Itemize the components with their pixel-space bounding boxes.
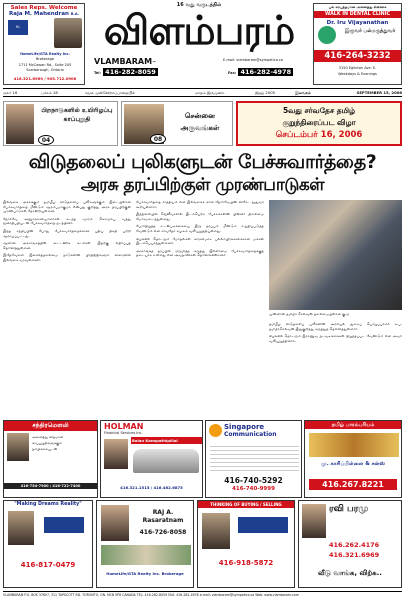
- realty-company: HomeLife/GTA Realty Inc.: [20, 52, 70, 56]
- info-cell-issue: இதழ் 2005: [255, 89, 276, 95]
- ad-ravi-phone-1: 416.262.4176: [329, 541, 380, 549]
- teaser-film-festival[interactable]: [236, 101, 402, 146]
- ad-holman-sub: Financial Services Inc.: [104, 431, 143, 435]
- ad-kasipillai[interactable]: [304, 420, 402, 498]
- info-bar: [3, 88, 402, 97]
- ad-raj-name: RAJ A. Rasaratnam: [142, 509, 184, 524]
- article-photo: [269, 200, 402, 310]
- article-column-1: [3, 200, 131, 415]
- dental-hours: Weekdays & Evenings: [338, 72, 377, 76]
- ad-singapore-phone: 416-740-5292: [224, 476, 283, 485]
- ad-making-dreams[interactable]: [3, 500, 93, 588]
- ad-insurance[interactable]: [3, 420, 98, 498]
- teaser-chennai-page: 08: [150, 134, 166, 144]
- info-date: SEPTEMBER 15, 2006: [356, 90, 402, 95]
- info-cell-page: பக்கம் 18: [41, 89, 58, 95]
- headline-line-1: விடுதலைப் புலிகளுடன் பேச்சுவார்த்தை?: [28, 151, 377, 173]
- sales-reps-heading: Sales Reps. Welcome: [10, 5, 78, 11]
- ad-kasipillai-phone: 416.267.8221: [309, 479, 397, 490]
- teaser-insurance-page: 04: [38, 135, 54, 145]
- page-footer: VLAMBARAM P.O. BOX 37607, 311 TAPSCOTT RD. TORONTO, ON. M1B 5P8 CANADA TEL: 416-282-8059 FAX: 416-282-4978 e-mail: vlambaram@sympatico.ca Web: www.vlambaram.com: [3, 591, 402, 598]
- right-dental-ad[interactable]: [313, 3, 402, 85]
- ad-insurance-line: அனைத்து விதமான: [32, 435, 64, 439]
- article-paragraph: இந்த சந்திப்பின் போது பேச்சுவார்த்தைக்கான புதிய திகதி பற்றி ஆராயப்பட்டது.: [3, 228, 131, 238]
- article-paragraph: கிழக்கில் தொடரும் இராணுவ நடவடிக்கைகள் நிறுத்தப்பட வேண்டும் என அவர் வலியுறுத்தினார்.: [269, 334, 402, 343]
- teaser-chennai[interactable]: [121, 101, 233, 146]
- teaser-insurance-photo: [6, 104, 34, 144]
- left-realty-ad[interactable]: [3, 3, 85, 85]
- dental-address: 3150 Eglinton Ave. E.: [338, 66, 377, 70]
- article-paragraph: அரசாங்கத் தரப்பில் ஒருமித்த கருத்து இல்லாமை பேச்சுவார்த்தைக்குத் தடையாக உள்ளது என அவதானிகள் தெரிவிக்கின்றனர்.: [136, 248, 264, 258]
- masthead-latin: VLAMBARAM™: [94, 57, 157, 66]
- ad-singapore-mobile: 416-740-9999: [232, 486, 275, 492]
- ad-holman[interactable]: [100, 420, 203, 498]
- dental-clinic-name: WALK IN DENTAL CLINIC: [314, 11, 401, 18]
- dental-phone: 416-264-3232: [314, 50, 401, 62]
- festival-line-1: 5வது சர்வதேச தமிழ்: [282, 106, 356, 115]
- masthead-phone-right: Fax: 416-282-4978: [228, 68, 292, 76]
- festival-line-2: குறுந்திரைப்பட விழா: [282, 118, 356, 127]
- ad-dreams-logo: [44, 517, 84, 533]
- issue-tag: 16 வது வருடத்தில்: [176, 2, 222, 8]
- masthead-title: விளம்பரம்: [103, 8, 295, 54]
- ad-ravi-paramu[interactable]: [298, 500, 402, 588]
- article-paragraph: இதேவேளை இணைத்தலைமை நாடுகளின் பிரதிநிதிகளும் விரைவில் இலங்கை வரவுள்ளனர்.: [3, 253, 131, 262]
- info-cell-free: இலவசம்: [295, 89, 311, 95]
- ad-ravi-phone-2: 416.321.6969: [329, 551, 380, 559]
- ad-buying-phone: 416-918-5872: [218, 559, 274, 567]
- article-paragraph: பேச்சுவார்த்தை சாத்தியம் என இலங்கைக் கான நோர்வேயின் விசேட தூதுவர் கூறியுள்ளார்.: [136, 200, 264, 209]
- dental-tamil-name: இருவர் பல்மருத்துவர்: [344, 28, 396, 34]
- ad-holman-agent: Balan Kanapathipillai: [131, 437, 202, 444]
- info-cell-slogan: சமூக முன்னேற்றப்பாதையில்: [85, 89, 136, 95]
- masthead: [88, 2, 310, 86]
- article-column-3: [269, 322, 402, 415]
- realty-address-2: Scarborough, Ontario: [26, 68, 64, 72]
- ad-raj-phone: 416-726-8058: [139, 529, 187, 536]
- masthead-email[interactable]: E-mail: vlambaram@sympatico.ca: [223, 58, 283, 62]
- realty-tagline: Brokerage: [36, 57, 54, 61]
- realtor-photo: [54, 18, 82, 48]
- dental-top-text: பல் சம்பந்தமான அனைத்து சிகிச்சை: [328, 5, 387, 9]
- article-paragraph: இலங்கை அரசுக்கும் தமிழீழ விடுதலைப் புலிகளுக்கும் இடையிலான பேச்சுவார்த்தை மீண்டும் ஆரம்பமாகுமா என்பது குறித்து அரசு தரப்பிற்குள் முரண்பாடுகள் தோன்றியுள்ளன.: [3, 200, 131, 214]
- ad-raj-photo: [101, 505, 129, 541]
- ad-insurance-photo: [7, 433, 29, 461]
- teaser-insurance[interactable]: [3, 101, 118, 146]
- teaser-chennai-text: சென்னை அருவங்கள்: [180, 111, 220, 132]
- ad-raj-rasaratnam[interactable]: [96, 500, 194, 588]
- info-cell-volume: மலர் 16: [3, 89, 18, 95]
- realtor-name: Raja M. Mahendran B.A.: [9, 11, 79, 17]
- ad-raj-homes: [101, 545, 191, 565]
- article-column-2: [136, 200, 264, 415]
- realtor-logo: HL: [8, 20, 28, 35]
- festival-line-3: செப்டம்பர் 16, 2006: [275, 130, 363, 140]
- realty-address-1: 1711 McCowan Rd., Suite 205: [18, 63, 72, 67]
- ad-buying-logo: [238, 517, 288, 533]
- ad-kasipillai-title: தமிழ் பாரம்பரியம்: [305, 421, 401, 429]
- ad-dreams-title: "Making Dreams Reality": [14, 502, 82, 507]
- info-cell-frequency: மாதம் இருமுறை: [195, 89, 225, 95]
- ad-singapore-sub: Communication: [224, 431, 277, 438]
- dental-logo: [318, 26, 336, 44]
- ad-buying-photo: [202, 513, 230, 549]
- ad-insurance-line: காப்புறுதிகளுக்கும்: [32, 441, 62, 445]
- dental-doctor: Dr. Iru Vijayanathan: [326, 20, 389, 26]
- ad-dreams-photo: [8, 511, 34, 545]
- ad-insurance-title: சந்திரமௌலி: [4, 421, 97, 431]
- ad-singapore-title: Singapore: [224, 423, 265, 431]
- ad-ravi-photo: [302, 504, 326, 538]
- ad-holman-title: HOLMAN: [104, 422, 144, 431]
- ad-buying-selling[interactable]: [197, 500, 295, 588]
- ad-holman-phones: 416.321.1515 / 416.462.6875: [120, 485, 183, 490]
- ad-holman-photo: [104, 439, 128, 469]
- ad-singapore[interactable]: [205, 420, 302, 498]
- ad-kasipillai-shop: மு. காசிப்பிள்ளை & சன்ஸ்: [320, 461, 386, 467]
- masthead-phone-left: Tel: 416-282-8059: [94, 68, 156, 76]
- ad-insurance-phone: 416-754-7900 / 416-722-7400: [4, 483, 97, 489]
- article-photo-caption: முன்னாள் தமிழ்ச் செல்வன் தலைமையிலான குழு: [269, 312, 350, 316]
- ad-dreams-phone: 416-817-0479: [20, 561, 76, 569]
- article-paragraph: இந்நிலையில் ஜெனீவாவில் இடம்பெற்ற பேச்சுக்களின் பின்னர் நிலைமை மோசமடைந்துள்ளது.: [136, 212, 264, 221]
- ad-ravi-sub: வீடு வாங்க, விற்க..: [318, 569, 382, 577]
- ad-singapore-logo: [209, 424, 222, 437]
- ad-ravi-title: ரவி பரமு: [329, 504, 369, 514]
- article-paragraph: நோர்வே அனுசரணையாளர்கள் கடந்த வாரம் கொழும்பு வந்து ஜனாதிபதியுடன் பேச்சுவார்த்தை நடத்தினர்.: [3, 216, 131, 226]
- ad-kasipillai-image: [309, 433, 399, 457]
- article-paragraph: தமிழீழ விடுதலைப் புலிகளின் அரசியல் துறைப் பொறுப்பாளர் சு.ப. தமிழ்ச்செல்வன் இதுகுறித்து கருத்துத் தெரிவித்துள்ளார்.: [269, 322, 402, 331]
- article-paragraph: கிழக்கில் தொடரும் மோதல்கள் காரணமாக பல்லாயிரக்கணக்கான மக்கள் இடம்பெயர்ந்துள்ளனர்.: [136, 236, 264, 246]
- teaser-insurance-text: பிறநாடுகளில் உயிரிழப்பு காப்புறுதி: [41, 107, 113, 123]
- ad-raj-footer: HomeLife/GTA Realty Inc. Brokerage: [106, 571, 184, 576]
- ad-holman-car: [133, 449, 199, 473]
- ad-insurance-line: நம்பிக்கையுடன்: [32, 447, 58, 451]
- article-paragraph: போர்நிறுத்த உடன்படிக்கையை இரு தரப்பும் மீண்டும் உறுதிப்படுத்த வேண்டும் என சர்வதேச சமூகம் வலியுறுத்தியுள்ளது.: [136, 224, 264, 233]
- ad-buying-title: THINKING OF BUYING / SELLING: [198, 501, 294, 508]
- ad-singapore-list: [210, 443, 299, 473]
- article-paragraph: ஆனால் அரசாங்கத்தின் கூட்டணிக் கட்சிகள் இதற்கு எதிர்ப்புத் தெரிவித்துள்ளன.: [3, 241, 131, 250]
- realty-phones: 416.321.6969 / 905.712.0906: [13, 76, 77, 81]
- headline-line-2: அரசு தரப்பிற்குள் முரண்பாடுகள்: [80, 175, 325, 195]
